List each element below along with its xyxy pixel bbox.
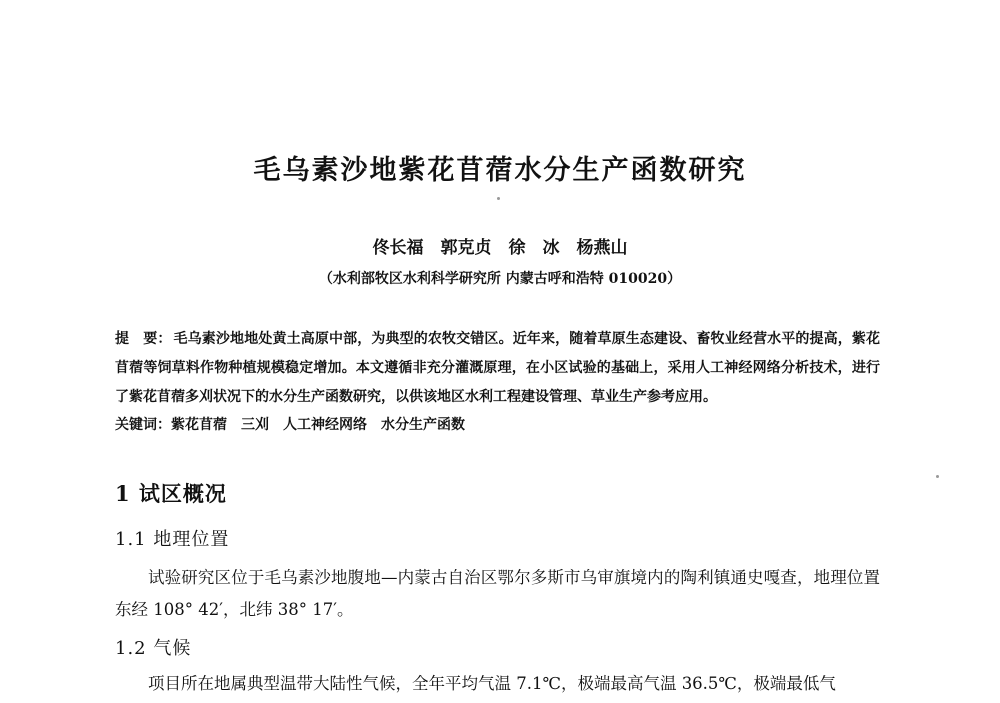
scan-speck — [497, 197, 500, 200]
subsection-heading-location: 1.1 地理位置 — [115, 529, 230, 550]
scan-speck — [936, 475, 939, 478]
keywords-text: 紫花苜蓿 三刈 人工神经网络 水分生产函数 — [171, 417, 465, 433]
keywords — [115, 411, 880, 440]
author-list: 佟长福 郭克贞 徐 冰 杨燕山 — [372, 238, 628, 258]
paragraph-location: 试验研究区位于毛乌素沙地腹地—内蒙古自治区鄂尔多斯市乌审旗境内的陶利镇通史嘎查，地理位置东经 108° 42′，北纬 38° 17′。 — [115, 568, 880, 619]
paragraph-climate: 项目所在地属典型温带大陆性气候，全年平均气温 7.1℃，极端最高气温 36.5℃，极端最低气 — [148, 674, 836, 693]
abstract-label: 提 要： — [115, 331, 172, 347]
affiliation: （水利部牧区水利科学研究所 内蒙古呼和浩特 010020） — [318, 271, 682, 287]
section-heading: 1 试区概况 — [115, 481, 227, 506]
abstract-text: 毛乌素沙地地处黄土高原中部，为典型的农牧交错区。近年来，随着草原生态建设、畜牧业经营水平的提高，紫花苜蓿等饲草料作物种植规模稳定增加。本文遵循非充分灌溉原理，在小区试验的基础上，采用人工神经网络分析技术，进行了紫花苜蓿多刈状况下的水分生产函数研究，以供该地区水利工程建设管理、草业生产参考应用。 — [115, 331, 880, 405]
paper-title: 毛乌素沙地紫花苜蓿水分生产函数研究 — [253, 155, 747, 186]
abstract — [115, 325, 880, 412]
keywords-label: 关键词： — [115, 417, 171, 433]
subsection-heading-climate: 1.2 气候 — [115, 638, 192, 659]
